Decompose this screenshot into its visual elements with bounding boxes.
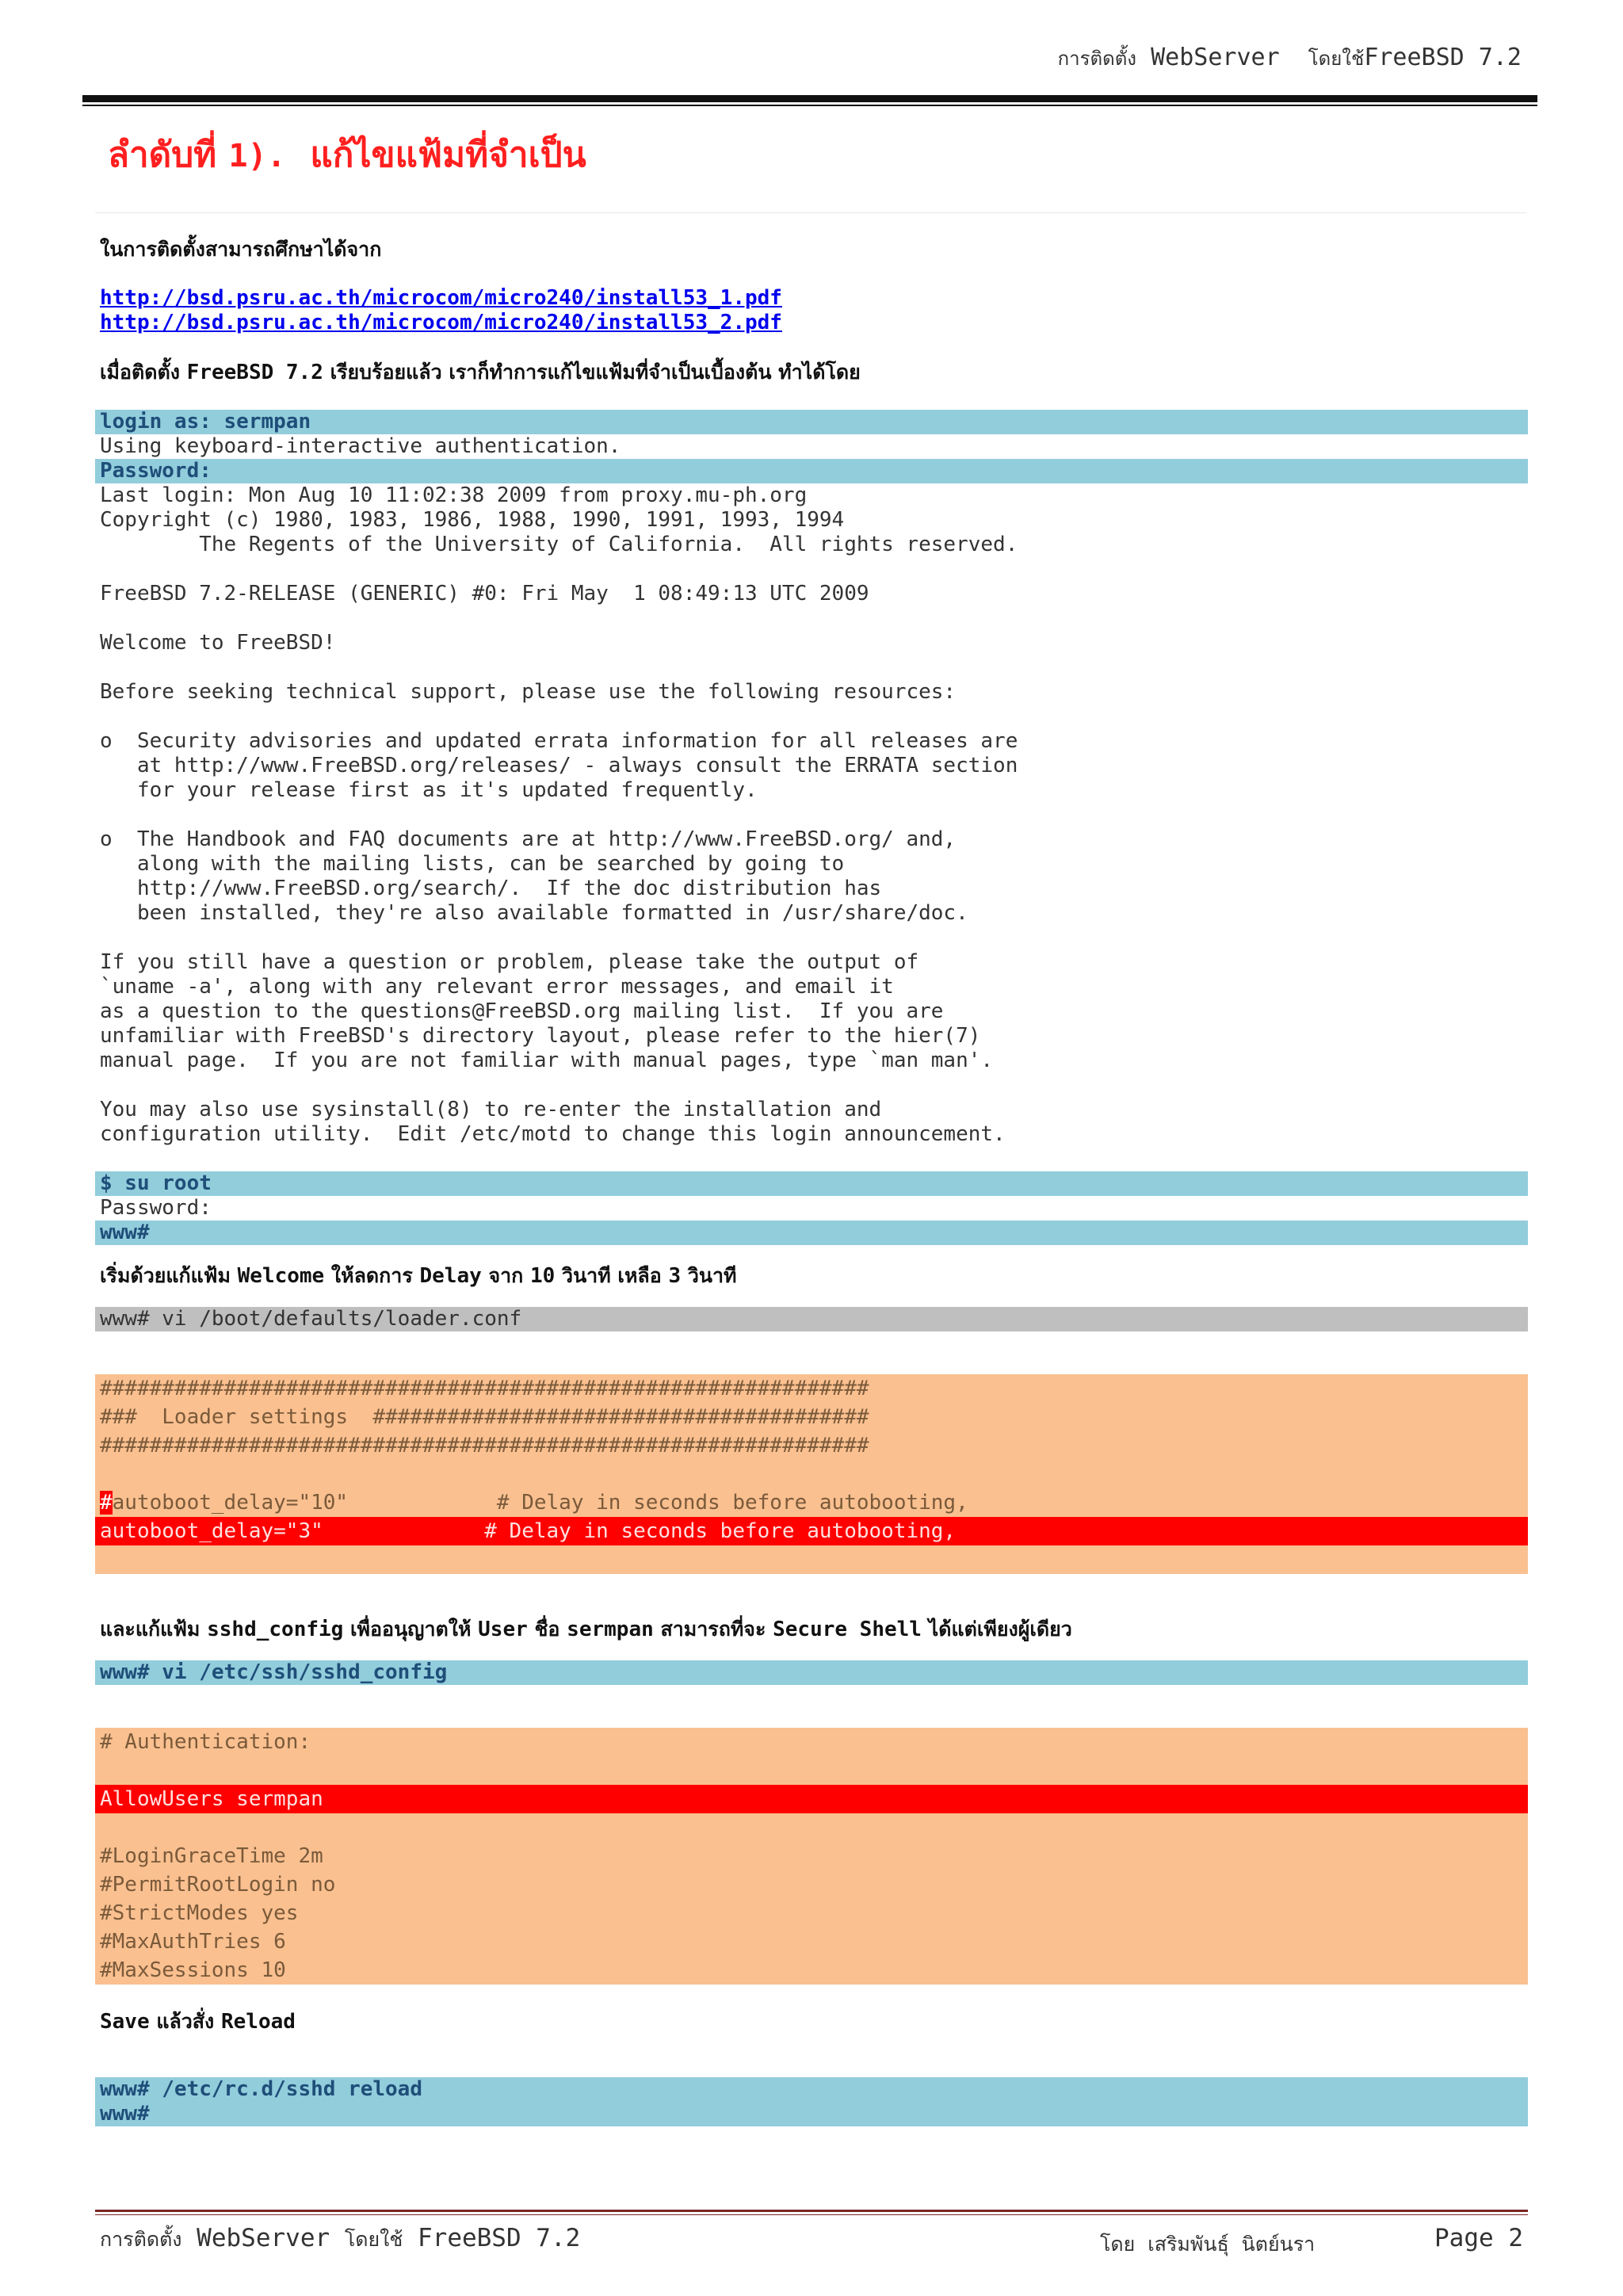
footer-title-th2: โดยใช้: [344, 2228, 403, 2251]
reload-text-a: Save: [100, 2010, 150, 2034]
sshd-config-block: [95, 1728, 1528, 1985]
root-prompt-line: www#: [95, 1221, 1528, 1245]
footer-rule-thick: [95, 2210, 1528, 2212]
sshd-commented-line: #MaxAuthTries 6: [100, 1930, 286, 1954]
sshd-commented-line: #MaxSessions 10: [100, 1958, 286, 1982]
reload-text-c: Reload: [220, 2010, 296, 2034]
sshd-text-f: sermpan: [567, 1618, 654, 1641]
delay-text-e: จาก: [481, 1264, 524, 1287]
motd-line: http://www.FreeBSD.org/search/. If the doc distribution has: [100, 877, 882, 900]
step-delay-text: [95, 1263, 1528, 1289]
delay-text-g: วินาที เหลือ: [555, 1264, 662, 1287]
motd-line: [95, 803, 1528, 827]
header-title-th2: โดยใช้: [1308, 48, 1365, 70]
motd-line: unfamiliar with FreeBSD's directory layout, please refer to the hier(7): [100, 1024, 981, 1048]
page-content: [95, 219, 1528, 2126]
sshd-commented-line: #StrictModes yes: [100, 1901, 299, 1925]
motd-line: [95, 557, 1528, 582]
motd-line: been installed, they're also available formatted in /usr/share/doc.: [100, 901, 968, 925]
auth-comment-line: # Authentication:: [100, 1730, 311, 1754]
header-title-th: การติดตั้ง: [1057, 48, 1137, 70]
section-title-text: แก้ไขแฟ้มที่จำเป็น: [310, 135, 586, 175]
motd-line: FreeBSD 7.2-RELEASE (GENERIC) #0: Fri May 1 08:49:13 UTC 2009: [100, 582, 869, 606]
new-delay-line: autoboot_delay="3" # Delay in seconds before autobooting,: [95, 1517, 1528, 1545]
cfg-line: ### Loader settings ########################################: [100, 1405, 869, 1429]
motd-line: [95, 926, 1528, 950]
motd-line: `uname -a', along with any relevant error messages, and email it: [100, 975, 894, 999]
after-install-c: เรียบร้อยแล้ว เราก็ทำการแก้ไขแฟ้มที่จำเป็นเบื้องต้น ทำได้โดย: [323, 361, 861, 384]
sshd-text-e: ชื่อ: [527, 1618, 560, 1641]
sshd-text-a: และแก้แฟ้ม: [100, 1618, 200, 1641]
sshd-text-g: สามารถที่จะ: [653, 1618, 766, 1641]
sshd-text-d: User: [478, 1618, 528, 1641]
link-1-row: [95, 286, 1528, 311]
motd-line: Welcome to FreeBSD!: [100, 631, 336, 655]
loader-command-line: www# vi /boot/defaults/loader.conf: [95, 1307, 1528, 1331]
old-delay-line: [95, 1488, 1528, 1517]
delay-text-d: Delay: [419, 1264, 482, 1288]
motd-line: o The Handbook and FAQ documents are at http://www.FreeBSD.org/ and,: [100, 827, 957, 851]
sshd-text-b: sshd_config: [207, 1618, 344, 1641]
allow-users-line: AllowUsers sermpan: [95, 1785, 1528, 1813]
link-2-row: [95, 311, 1528, 335]
footer-title: [100, 2224, 580, 2256]
login-as-line: login as: sermpan: [95, 410, 1528, 434]
reload-command-line: www# /etc/rc.d/sshd reload: [95, 2077, 1528, 2102]
section-divider: [95, 212, 1526, 213]
after-install-b: FreeBSD 7.2: [186, 361, 323, 384]
motd-line: [95, 606, 1528, 631]
motd-line: You may also use sysinstall(8) to re-enter the installation and: [100, 1098, 882, 1121]
install-link-2[interactable]: http://bsd.psru.ac.th/microcom/micro240/install53_2.pdf: [100, 311, 782, 334]
delay-text-a: เริ่มด้วยแก้แฟ้ม: [100, 1264, 231, 1287]
sshd-commented-line: #PermitRootLogin no: [100, 1873, 336, 1897]
footer-title-th: การติดตั้ง: [100, 2228, 182, 2251]
page-header: [1058, 43, 1522, 74]
cfg-line: ##############################################################: [100, 1377, 869, 1400]
reload-prompt-line: www#: [95, 2102, 1528, 2126]
header-title-webserver: WebServer: [1151, 44, 1280, 71]
motd-line: [95, 655, 1528, 680]
sshd-text-i: ได้แต่เพียงผู้เดียว: [921, 1618, 1072, 1641]
editor-cursor: #: [100, 1491, 113, 1515]
header-rule-thin: [82, 105, 1537, 106]
motd-block: [95, 483, 1528, 1147]
old-delay-text: autoboot_delay="10" # Delay in seconds before autobooting,: [112, 1491, 968, 1515]
motd-line: o Security advisories and updated errata information for all releases are: [100, 729, 1018, 753]
su-root-line: $ su root: [95, 1171, 1528, 1196]
delay-text-f: 10: [530, 1264, 556, 1288]
motd-line: at http://www.FreeBSD.org/releases/ - always consult the ERRATA section: [100, 754, 1018, 777]
delay-text-h: 3: [668, 1264, 682, 1288]
header-rule-thick: [82, 95, 1537, 102]
loader-conf-block: [95, 1374, 1528, 1574]
footer-rule-thin: [95, 2214, 1528, 2215]
after-install-text: [95, 360, 1528, 385]
footer-author: โดย เสริมพันธุ์ นิตย์นรา: [1100, 2233, 1316, 2256]
motd-line: manual page. If you are not familiar with manual pages, type `man man'.: [100, 1049, 994, 1072]
delay-text-c: ให้ลดการ: [324, 1264, 413, 1287]
footer-title-webserver: WebServer: [181, 2224, 345, 2252]
motd-line: Copyright (c) 1980, 1983, 1986, 1988, 1990, 1991, 1993, 1994: [100, 508, 845, 532]
after-install-a: เมื่อติดตั้ง: [100, 361, 180, 384]
section-title: [108, 127, 586, 182]
install-link-1[interactable]: http://bsd.psru.ac.th/microcom/micro240/install53_1.pdf: [100, 286, 782, 310]
sshd-command-line: www# vi /etc/ssh/sshd_config: [95, 1660, 1528, 1685]
motd-line: [95, 1073, 1528, 1098]
motd-line: for your release first as it's updated frequently.: [100, 778, 758, 802]
delay-text-b: Welcome: [237, 1264, 325, 1288]
page-number: Page 2: [1434, 2224, 1523, 2252]
motd-line: Before seeking technical support, please use the following resources:: [100, 680, 957, 704]
password-line: Password:: [95, 459, 1528, 483]
reload-text-b: แล้วสั่ง: [149, 2010, 215, 2033]
motd-line: [95, 705, 1528, 729]
section-title-prefix: ลำดับที่: [108, 135, 217, 175]
delay-text-i: วินาที: [681, 1264, 737, 1287]
motd-line: If you still have a question or problem, please take the output of: [100, 950, 919, 974]
sshd-commented-line: #LoginGraceTime 2m: [100, 1844, 323, 1868]
study-text: ในการติดตั้งสามารถศึกษาได้จาก: [100, 238, 382, 261]
motd-line: Last login: Mon Aug 10 11:02:38 2009 from proxy.mu-ph.org: [100, 483, 808, 507]
footer-title-freebsd: FreeBSD 7.2: [403, 2224, 581, 2252]
header-title-freebsd: FreeBSD 7.2: [1364, 44, 1522, 71]
motd-line: as a question to the questions@FreeBSD.org mailing list. If you are: [100, 999, 944, 1023]
password2-line: Password:: [100, 1196, 212, 1220]
cfg-line: ##############################################################: [100, 1434, 869, 1457]
motd-line: along with the mailing lists, can be searched by going to: [100, 852, 845, 876]
step-reload-text: [95, 2009, 1528, 2034]
section-title-number: 1).: [228, 138, 286, 174]
sshd-text-h: Secure Shell: [773, 1618, 922, 1641]
step-sshd-text: [95, 1617, 1528, 1642]
motd-line: configuration utility. Edit /etc/motd to change this login announcement.: [100, 1122, 1006, 1146]
sshd-text-c: เพื่ออนุญาตให้: [343, 1618, 472, 1641]
motd-line: The Regents of the University of California. All rights reserved.: [100, 533, 1018, 556]
auth-line: Using keyboard-interactive authentication.: [100, 434, 621, 458]
